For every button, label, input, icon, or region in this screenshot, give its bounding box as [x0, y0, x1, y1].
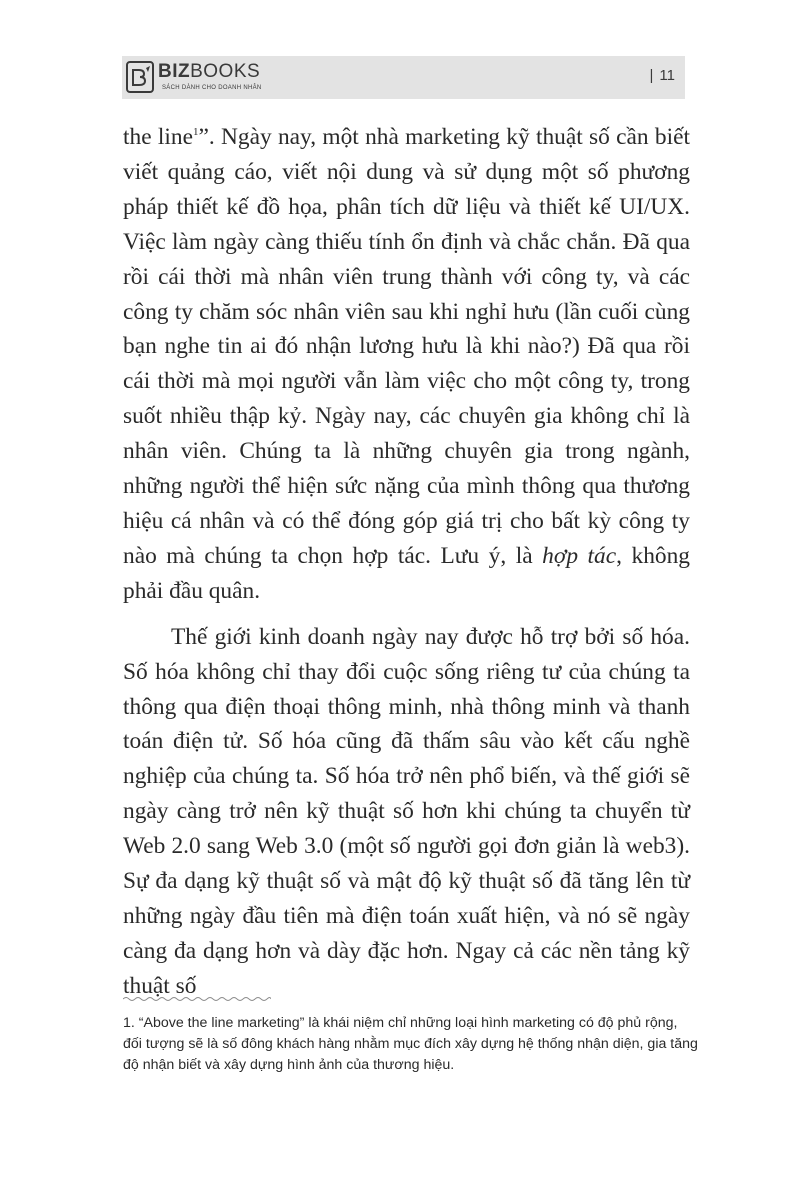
running-header — [122, 56, 685, 99]
footnote-divider — [123, 996, 271, 1002]
paragraph-2: Thế giới kinh doanh ngày nay được hỗ trợ bởi số hóa. Số hóa không chỉ thay đổi cuộc sống riêng tư của chúng ta thông qua điện thoại thông minh, nhà thông minh và thanh toán điện tử. Số hóa cũng đã thấm sâu vào kết cấu nghề nghiệp của chúng ta. Số hóa trở nên phổ biến, và thế giới sẽ ngày càng trở nên kỹ thuật số hơn khi chúng ta chuyển từ Web 2.0 sang Web 3.0 (một số người gọi đơn giản là web3). Sự đa dạng kỹ thuật số và mật độ kỹ thuật số đã tăng lên từ những ngày đầu tiên mà điện toán xuất hiện, và nó sẽ ngày càng đa dạng hơn và dày đặc hơn. Ngay cả các nền tảng kỹ thuật số — [123, 623, 690, 999]
emphasis-text: hợp tác — [542, 542, 617, 569]
footnote-reference: 1 — [192, 126, 199, 138]
paragraph-1: the line$^1$”. Ngày nay, một nhà marketing kỹ thuật số cần biết viết quảng cáo, viết nội dung và sử dụng một số phương pháp thiết kế đồ họa, phân tích dữ liệu và thiết kế UI/UX. Việc làm ngày càng thiếu tính ổn định và chắc chắn. Đã qua rồi cái thời mà nhân viên trung thành với công ty, và các công ty chăm sóc nhân viên sau khi nghỉ hưu (lần cuối cùng bạn nghe tin ai đó nhận lương hưu là khi nào?) Đã qua rồi cái thời mà mọi người vẫn làm việc cho một công ty, trong suốt nhiều thập kỷ. Ngày nay, các chuyên gia không chỉ là nhân viên. Chúng ta là những chuyên gia trong ngành, những người thể hiện sức nặng của mình thông qua thương hiệu cá nhân và có thể đóng góp giá trị cho bất kỳ công ty nào mà chúng ta chọn hợp tác. Lưu ý, là hợp tác, không phải đầu quân. — [123, 124, 690, 604]
page-number-separator: | — [649, 67, 654, 84]
bizbooks-logo — [126, 59, 262, 97]
page-number — [650, 67, 675, 84]
body-text — [123, 120, 690, 1004]
brand-name: BIZBOOKS — [158, 61, 261, 82]
bizbooks-emblem-icon — [126, 61, 154, 93]
page-number-value: 11 — [659, 67, 675, 84]
brand-tagline: SÁCH DÀNH CHO DOANH NHÂN — [162, 85, 262, 91]
footnote: 1. “Above the line marketing” là khái niệm chỉ những loại hình marketing có độ phủ rộng, đối tượng sẽ là số đông khách hàng nhằm mục đích xây dựng hệ thống nhận diện, gia tăng độ nhận biết và xây dựng hình ảnh của thương hiệu. — [123, 1015, 698, 1073]
